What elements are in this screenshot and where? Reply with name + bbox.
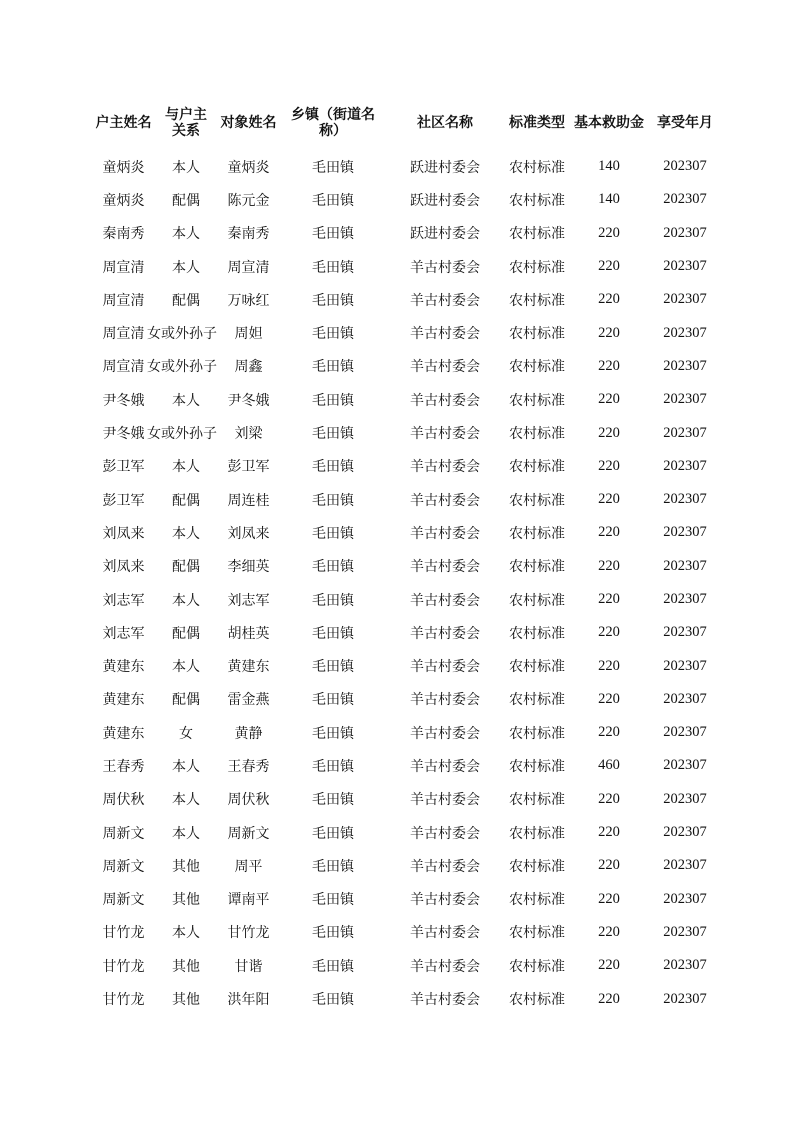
cell-standard-type: 农村标准 — [509, 892, 565, 909]
cell-base-amount: 140 — [598, 191, 620, 208]
cell-month: 202307 — [663, 591, 707, 607]
cell-town: 毛田镇 — [312, 792, 354, 809]
cell-relation: 本人 — [172, 825, 200, 842]
cell-standard-type: 农村标准 — [509, 725, 565, 742]
header-community: 社区名称 — [417, 115, 473, 131]
cell-relation: 配偶 — [172, 292, 200, 309]
cell-standard-type: 农村标准 — [509, 825, 565, 842]
cell-relation: 其他 — [172, 958, 200, 975]
cell-town: 毛田镇 — [312, 226, 354, 243]
table-row — [92, 783, 722, 816]
cell-month: 202307 — [663, 624, 707, 641]
cell-household-head: 周新文 — [102, 858, 145, 875]
cell-recipient-name: 彭卫军 — [227, 459, 270, 476]
cell-base-amount: 220 — [598, 291, 620, 308]
cell-town: 毛田镇 — [312, 992, 354, 1009]
cell-base-amount: 220 — [598, 457, 620, 474]
cell-recipient-name: 周平 — [234, 858, 263, 875]
cell-base-amount: 220 — [598, 657, 620, 674]
cell-recipient-name: 王春秀 — [227, 758, 270, 775]
cell-community: 跃进村委会 — [410, 159, 480, 176]
cell-base-amount: 220 — [598, 224, 620, 241]
cell-month: 202307 — [663, 191, 707, 208]
cell-month: 202307 — [663, 291, 707, 308]
header-row — [92, 96, 722, 150]
cell-standard-type: 农村标准 — [509, 292, 565, 309]
cell-household-head: 周宣清 — [102, 259, 145, 276]
cell-recipient-name: 刘志军 — [227, 592, 270, 609]
cell-community: 羊古村委会 — [410, 592, 480, 609]
cell-household-head: 尹冬娥 — [102, 426, 145, 443]
cell-base-amount: 220 — [598, 724, 620, 741]
cell-month: 202307 — [663, 657, 707, 674]
cell-relation: 本人 — [172, 792, 200, 809]
cell-recipient-name: 陈元金 — [227, 192, 270, 209]
cell-relation: 本人 — [172, 459, 200, 476]
table-row — [92, 982, 722, 1015]
cell-relation: 本人 — [172, 659, 200, 676]
cell-relation: 本人 — [172, 592, 200, 609]
table-row — [92, 550, 722, 583]
cell-community: 羊古村委会 — [410, 958, 480, 975]
cell-base-amount: 220 — [598, 890, 620, 907]
cell-standard-type: 农村标准 — [509, 625, 565, 642]
cell-household-head: 黄建东 — [102, 692, 145, 709]
cell-month: 202307 — [663, 690, 707, 707]
cell-town: 毛田镇 — [312, 159, 354, 176]
cell-month: 202307 — [663, 857, 707, 874]
cell-standard-type: 农村标准 — [509, 958, 565, 975]
cell-household-head: 周宣清 — [102, 359, 145, 376]
cell-community: 羊古村委会 — [410, 259, 480, 276]
header-base-amount: 基本救助金 — [574, 115, 644, 131]
cell-recipient-name: 周妲 — [234, 326, 263, 343]
cell-month: 202307 — [663, 357, 707, 374]
cell-relation — [147, 416, 217, 449]
cell-town: 毛田镇 — [312, 592, 354, 609]
header-town: 乡镇（街道名 称） — [291, 107, 375, 139]
cell-standard-type: 农村标准 — [509, 426, 565, 443]
cell-recipient-name: 周伏秋 — [227, 792, 270, 809]
table-row — [92, 949, 722, 982]
cell-relation: 配偶 — [172, 559, 200, 576]
cell-recipient-name: 尹冬娥 — [227, 392, 270, 409]
cell-town: 毛田镇 — [312, 292, 354, 309]
cell-household-head: 甘竹龙 — [102, 958, 145, 975]
cell-base-amount: 220 — [598, 923, 620, 940]
cell-relation: 配偶 — [172, 692, 200, 709]
cell-month: 202307 — [663, 557, 707, 574]
cell-recipient-name: 黄静 — [234, 725, 263, 742]
cell-household-head: 周新文 — [102, 892, 145, 909]
table-row — [92, 350, 722, 383]
cell-community: 羊古村委会 — [410, 292, 480, 309]
header-recipient-name: 对象姓名 — [220, 115, 277, 131]
cell-standard-type: 农村标准 — [509, 592, 565, 609]
cell-community: 羊古村委会 — [410, 326, 480, 343]
cell-recipient-name: 甘谐 — [234, 958, 263, 975]
cell-town: 毛田镇 — [312, 858, 354, 875]
cell-recipient-name: 谭南平 — [227, 892, 270, 909]
cell-household-head: 周伏秋 — [102, 792, 145, 809]
cell-household-head: 童炳炎 — [102, 192, 145, 209]
cell-town: 毛田镇 — [312, 825, 354, 842]
cell-town: 毛田镇 — [312, 392, 354, 409]
cell-relation: 本人 — [172, 758, 200, 775]
cell-community: 羊古村委会 — [410, 992, 480, 1009]
cell-standard-type: 农村标准 — [509, 992, 565, 1009]
cell-month: 202307 — [663, 724, 707, 741]
cell-relation: 其他 — [172, 858, 200, 875]
cell-relation: 本人 — [172, 159, 200, 176]
table-row — [92, 150, 722, 183]
cell-community: 羊古村委会 — [410, 525, 480, 542]
cell-relation: 配偶 — [172, 192, 200, 209]
cell-household-head: 彭卫军 — [102, 459, 145, 476]
cell-community: 羊古村委会 — [410, 392, 480, 409]
cell-standard-type: 农村标准 — [509, 659, 565, 676]
cell-relation-text: 女或外孙子 — [147, 326, 217, 343]
cell-recipient-name: 甘竹龙 — [227, 925, 270, 942]
cell-standard-type: 农村标准 — [509, 559, 565, 576]
table-row — [92, 183, 722, 216]
cell-recipient-name: 李细英 — [227, 559, 270, 576]
cell-base-amount: 220 — [598, 491, 620, 508]
cell-standard-type: 农村标准 — [509, 792, 565, 809]
cell-household-head: 黄建东 — [102, 659, 145, 676]
cell-base-amount: 220 — [598, 790, 620, 807]
cell-community: 羊古村委会 — [410, 925, 480, 942]
cell-community: 羊古村委会 — [410, 459, 480, 476]
cell-relation: 女 — [179, 725, 193, 742]
cell-base-amount: 220 — [598, 357, 620, 374]
header-standard-type: 标准类型 — [509, 115, 565, 131]
cell-base-amount: 220 — [598, 591, 620, 607]
cell-community: 跃进村委会 — [410, 192, 480, 209]
cell-month: 202307 — [663, 158, 707, 175]
cell-relation — [147, 350, 217, 383]
cell-recipient-name: 万咏红 — [227, 292, 270, 309]
cell-recipient-name: 黄建东 — [227, 659, 270, 676]
table-row — [92, 483, 722, 516]
table-row — [92, 516, 722, 549]
table-row — [92, 749, 722, 782]
cell-recipient-name: 周鑫 — [234, 359, 263, 376]
cell-town: 毛田镇 — [312, 758, 354, 775]
cell-household-head: 黄建东 — [102, 725, 145, 742]
cell-relation: 本人 — [172, 392, 200, 409]
cell-standard-type: 农村标准 — [509, 226, 565, 243]
cell-standard-type: 农村标准 — [509, 392, 565, 409]
cell-standard-type: 农村标准 — [509, 858, 565, 875]
cell-month: 202307 — [663, 324, 707, 341]
cell-household-head: 刘凤来 — [102, 525, 145, 542]
relief-roster-sheet — [92, 96, 722, 1016]
cell-community: 跃进村委会 — [410, 226, 480, 243]
cell-base-amount: 220 — [598, 990, 620, 1007]
cell-month: 202307 — [663, 224, 707, 241]
cell-town: 毛田镇 — [312, 725, 354, 742]
cell-household-head: 刘志军 — [102, 592, 145, 609]
cell-standard-type: 农村标准 — [509, 192, 565, 209]
cell-base-amount: 220 — [598, 557, 620, 574]
cell-base-amount: 220 — [598, 258, 620, 275]
cell-town: 毛田镇 — [312, 359, 354, 376]
table-row — [92, 716, 722, 749]
cell-town: 毛田镇 — [312, 259, 354, 276]
table-row — [92, 916, 722, 949]
table-row — [92, 683, 722, 716]
cell-community: 羊古村委会 — [410, 758, 480, 775]
cell-standard-type: 农村标准 — [509, 692, 565, 709]
cell-community: 羊古村委会 — [410, 725, 480, 742]
cell-town: 毛田镇 — [312, 426, 354, 443]
cell-month: 202307 — [663, 790, 707, 807]
cell-recipient-name: 洪年阳 — [227, 992, 270, 1009]
cell-recipient-name: 雷金燕 — [227, 692, 270, 709]
cell-base-amount: 220 — [598, 957, 620, 974]
cell-base-amount: 220 — [598, 857, 620, 874]
cell-household-head: 王春秀 — [102, 758, 145, 775]
cell-relation: 本人 — [172, 525, 200, 542]
table-row — [92, 416, 722, 449]
cell-town: 毛田镇 — [312, 459, 354, 476]
cell-relation: 本人 — [172, 925, 200, 942]
table-row — [92, 217, 722, 250]
cell-town: 毛田镇 — [312, 492, 354, 509]
cell-relation: 其他 — [172, 892, 200, 909]
cell-standard-type: 农村标准 — [509, 259, 565, 276]
table-row — [92, 450, 722, 483]
cell-community: 羊古村委会 — [410, 692, 480, 709]
cell-month: 202307 — [663, 890, 707, 907]
cell-community: 羊古村委会 — [410, 359, 480, 376]
cell-household-head: 秦南秀 — [102, 226, 145, 243]
cell-standard-type: 农村标准 — [509, 925, 565, 942]
cell-town: 毛田镇 — [312, 326, 354, 343]
cell-household-head: 彭卫军 — [102, 492, 145, 509]
table-row — [92, 316, 722, 349]
table-row — [92, 583, 722, 616]
cell-town: 毛田镇 — [312, 192, 354, 209]
cell-relation: 本人 — [172, 226, 200, 243]
cell-household-head: 周宣清 — [102, 326, 145, 343]
table-row — [92, 383, 722, 416]
cell-base-amount: 220 — [598, 424, 620, 441]
table-row — [92, 250, 722, 283]
cell-community: 羊古村委会 — [410, 792, 480, 809]
cell-community: 羊古村委会 — [410, 858, 480, 875]
cell-recipient-name: 胡桂英 — [227, 625, 270, 642]
cell-standard-type: 农村标准 — [509, 758, 565, 775]
table-row — [92, 616, 722, 649]
cell-town: 毛田镇 — [312, 692, 354, 709]
cell-month: 202307 — [663, 391, 707, 408]
cell-town: 毛田镇 — [312, 659, 354, 676]
cell-standard-type: 农村标准 — [509, 459, 565, 476]
cell-household-head: 尹冬娥 — [102, 392, 145, 409]
cell-relation-text: 女或外孙子 — [147, 359, 217, 376]
cell-base-amount: 220 — [598, 324, 620, 341]
relief-roster-table — [92, 96, 722, 1016]
cell-recipient-name: 秦南秀 — [227, 226, 270, 243]
cell-base-amount: 220 — [598, 524, 620, 541]
cell-month: 202307 — [663, 957, 707, 974]
table-row — [92, 649, 722, 682]
table-row — [92, 883, 722, 916]
cell-household-head: 刘凤来 — [102, 559, 145, 576]
cell-base-amount: 220 — [598, 624, 620, 641]
cell-town: 毛田镇 — [312, 559, 354, 576]
cell-relation — [147, 316, 217, 349]
cell-household-head: 甘竹龙 — [102, 925, 145, 942]
cell-recipient-name: 童炳炎 — [227, 159, 270, 176]
cell-community: 羊古村委会 — [410, 625, 480, 642]
table-body — [92, 150, 722, 1016]
cell-community: 羊古村委会 — [410, 559, 480, 576]
cell-town: 毛田镇 — [312, 958, 354, 975]
cell-relation: 其他 — [172, 992, 200, 1009]
cell-standard-type: 农村标准 — [509, 159, 565, 176]
cell-base-amount: 220 — [598, 391, 620, 408]
cell-standard-type: 农村标准 — [509, 492, 565, 509]
cell-recipient-name: 周新文 — [227, 825, 270, 842]
header-relation: 与户主 关系 — [165, 107, 207, 139]
cell-community: 羊古村委会 — [410, 492, 480, 509]
cell-community: 羊古村委会 — [410, 426, 480, 443]
table-row — [92, 283, 722, 316]
cell-relation-text: 女或外孙子 — [147, 426, 217, 443]
cell-base-amount: 460 — [598, 757, 620, 774]
cell-month: 202307 — [663, 757, 707, 774]
cell-community: 羊古村委会 — [410, 892, 480, 909]
cell-relation: 本人 — [172, 259, 200, 276]
cell-standard-type: 农村标准 — [509, 326, 565, 343]
cell-relation: 配偶 — [172, 625, 200, 642]
cell-month: 202307 — [663, 923, 707, 940]
cell-household-head: 童炳炎 — [102, 159, 145, 176]
cell-town: 毛田镇 — [312, 525, 354, 542]
cell-community: 羊古村委会 — [410, 825, 480, 842]
header-household-head: 户主姓名 — [95, 115, 152, 131]
cell-household-head: 周新文 — [102, 825, 145, 842]
cell-community: 羊古村委会 — [410, 659, 480, 676]
table-row — [92, 849, 722, 882]
cell-relation: 配偶 — [172, 492, 200, 509]
table-row — [92, 816, 722, 849]
cell-recipient-name: 周连桂 — [227, 492, 270, 509]
cell-month: 202307 — [663, 258, 707, 275]
cell-month: 202307 — [663, 457, 707, 474]
cell-town: 毛田镇 — [312, 925, 354, 942]
cell-town: 毛田镇 — [312, 892, 354, 909]
cell-base-amount: 220 — [598, 824, 620, 841]
cell-month: 202307 — [663, 424, 707, 441]
cell-household-head: 甘竹龙 — [102, 992, 145, 1009]
cell-month: 202307 — [663, 491, 707, 508]
cell-base-amount: 220 — [598, 690, 620, 707]
cell-recipient-name: 刘凤来 — [227, 525, 270, 542]
cell-household-head: 刘志军 — [102, 625, 145, 642]
cell-base-amount: 140 — [598, 158, 620, 175]
table-header — [92, 96, 722, 150]
cell-standard-type: 农村标准 — [509, 359, 565, 376]
cell-town: 毛田镇 — [312, 625, 354, 642]
cell-standard-type: 农村标准 — [509, 525, 565, 542]
cell-month: 202307 — [663, 824, 707, 841]
cell-household-head: 周宣清 — [102, 292, 145, 309]
header-month: 享受年月 — [657, 115, 713, 131]
cell-month: 202307 — [663, 524, 707, 541]
cell-recipient-name: 周宣清 — [227, 259, 270, 276]
cell-recipient-name: 刘梁 — [234, 426, 263, 443]
cell-month: 202307 — [663, 990, 707, 1007]
